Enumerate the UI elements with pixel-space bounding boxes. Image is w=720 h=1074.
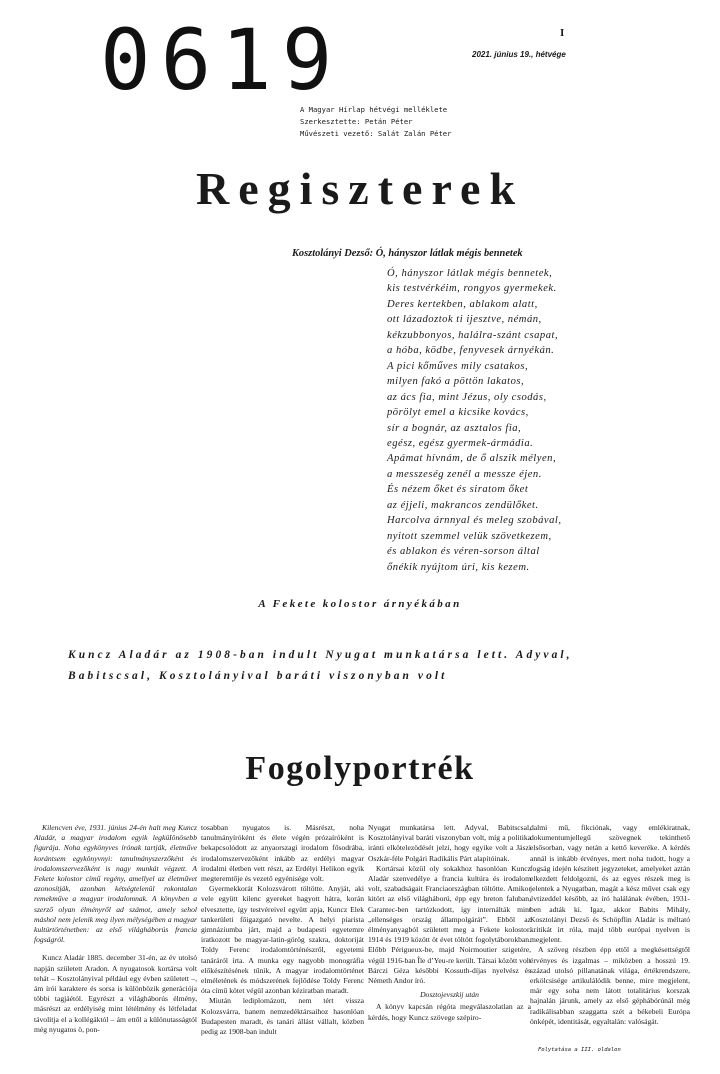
poem-line: nyitott szemmel velük szövetkezem, (387, 530, 552, 542)
poem-heading: Kosztolányi Dezső: Ó, hányszor látlak mégis bennetek (292, 248, 523, 259)
lead-line: Babitscsal, Kosztolányival baráti viszonyban volt (68, 670, 448, 682)
credits-line: A Magyar Hírlap hétvégi melléklete (300, 105, 448, 114)
page-number: I (560, 27, 565, 39)
poem-line: milyen fakó a pöttön lakatos, (387, 376, 525, 388)
poem-line: a hóba, ködbe, fenyvesek árnyékán. (387, 345, 555, 357)
article-column (368, 823, 531, 1023)
main-title: Regiszterek (195, 163, 525, 214)
article-paragraph: tosabban nyugatos is. Másrészt, noha tanulmányíróként és élete végén prózaíróként is bekapcsolódott az anyaorszagi irodalom fősodrába, irodalomszervezőként inkább az erdélyi magyar irodalmi életben vett részt, az Erdélyi Helikon egyik megteremtője és vezető egyénisége volt. (201, 823, 364, 884)
article-title: Fogolyportrék (245, 750, 475, 787)
credits-line: Szerkesztette: Petán Péter (300, 117, 413, 126)
poem-line: ott lázadoztok ti ijesztve, némán, (387, 314, 542, 326)
credits-block (300, 104, 451, 140)
poem-line: sír a bognár, az asztalos fia, (387, 422, 522, 434)
poem-line: Apámat hívnám, de ő alszik mélyen, (387, 453, 557, 465)
poem-line: a messzeség zenél a messze éjen. (387, 468, 542, 480)
article-intro: Kilencven éve, 1931. június 24-én halt meg Kuncz Aladár, a magyar irodalom egyik legküIönösebb figurája. Noha egykönyves írónak tartják, életműve korántsem egykönyvnyi: tanulmányszerzőként és irodalomszervezőként is nagy munkát végzett. A Fekete kolostor című regény, amellyel az életművet azonosítják, azonban kétségtelenül rokontalan remekműve a magyar irodalomnak. A könyvben a szerző olyan élményről ad számot, amely sehol máshol nem jelenik meg ilyen mélységében a magyar kultúrtörténetben: az első világháborús francia fogságról. (34, 823, 197, 945)
poem-line: Ó, hányszor látlak mégis bennetek, (387, 268, 553, 279)
article-lead (68, 645, 608, 687)
lead-line: Kuncz Aladár az 1908-ban indult Nyugat munkatársa lett. Adyval, (68, 649, 573, 661)
poem-line: És nézem őket és siratom őket (387, 484, 529, 496)
article-column (201, 823, 364, 1037)
continued-note: Folytatása a III. oldalon (538, 1047, 621, 1053)
issue-number: 0619 (100, 11, 343, 109)
article-paragraph: A szöveg részben épp ettől a megkésettségtől érvényes és izgalmas – miközben a hosszú 19. század utolsó pillanatának világa, értékrendszere, erkölcsisége artikulálódik benne, mire megjelent, már egy soha nem látott totalitárius korszak hajnalán járunk, amely az első géphábórúnál még radikálisabban szaggatta szét a békebeli Európa önképét, identitását, egyaltalán: valóságát. (530, 945, 690, 1026)
article-paragraph: Miután lediplomázott, nem tért vissza Kolozsvárra, hanem nemzedéktársaihoz hasonlóan Budapesten maradt, és tanári állást vállalt, közben pedig az 1908-ban indult (201, 996, 364, 1037)
poem-line: egész, egész gyermek-ármádia. (387, 437, 534, 449)
article-paragraph: Gyermekkorát Kolozsvárott töltötte. Anyját, aki vele együtt kilenc gyereket hagyott hátra, korán elvesztette, így testvéreivel együtt apja, Kuncz Elek tankerületi főigazgató nevelte. A helyi piarista gimnáziumba járt, majd a budapesti egyetemre iratkozott be magyar-latin-görög szakra, doktoriját Toldy Ferenc irodalomtörténészről, egyetemi tanáráról írta. A munka egy nagyobb monográfia előkészítésének tűnik, A magyar irodalomtörténet elméletének és módszerének fejlődése Toldy Ferenc óta című kötet végül azonban kéziratban maradt. (201, 884, 364, 996)
article-paragraph: Nyugat munkatársa lett. Adyval, Babitscsal, Kosztolányival baráti viszonyban volt, míg a politika iránti elkötelezödését jelzi, hogy egyike volt a Jászi Oszkár-féle Polgári Radikális Párt alapítóinak. (368, 823, 531, 863)
article-column (530, 823, 690, 1027)
poem-line: az éjjeli, makrancos zendülőket. (387, 499, 539, 511)
poem-line: Harcolva árnnyal és meleg szobával, (387, 515, 562, 527)
poem-line: pörölyt emel a kicsike kovács, (387, 407, 529, 419)
section-subtitle: A Fekete kolostor árnyékában (258, 598, 462, 610)
article-column (34, 823, 197, 1035)
article-subheading: Dosztojevszkij után (420, 990, 479, 1000)
poem-line: kékzubbonyos, halálra-szánt csapat, (387, 329, 559, 341)
poem-line: kis testvérkéim, rongyos gyermekek. (387, 283, 557, 295)
credits-line: Művészeti vezető: Salát Zalán Péter (300, 129, 452, 138)
poem-line: A pici kőműves mily csatakos, (387, 360, 529, 372)
poem-line: őnékik nyújtom úri, kis kezem. (387, 561, 530, 573)
issue-date: 2021. június 19., hétvége (472, 50, 566, 59)
article-paragraph: dalmi mű, fikciónak, vagy emlékiratnak, dokumentumjellegű szövegnek tekinthető elsősorban, vagy netán a kettő keveréke. A kérdés annál is inkább érvényes, mert noha tudott, hogy a fogság idején készített jegyzeteket, amelyeket aztán elkezdett feldolgozni, és az egyes részek meg is jelentek a Nyugatban, magát a kész művet csak egy évtizeddel később, az író halálának évében, 1931-ben adták ki. Igaz, akkor Babits Mihály, Kosztolányi Dezső és Schöpflin Aladár is méltató kritikát írt róla, majd több európai nyelven is megjelent. (530, 823, 690, 945)
article-paragraph: Kuncz Aladár 1885. december 31-én, az év utolsó napján született Aradon. A nyugatosok kortársa volt tehát – Kosztolányival például egy évben született –, ám írói karaktere és sorsa is különbözik generációja többi tagjáétól. Egyrészt a világháborús élmény, másrészt az erdélyiség mint létélmény és létfeladat távolítja el a kollégáktól – ám ettől a különutasságtól még nyugatos ö, pon- (34, 953, 197, 1034)
poem-line: Deres kertekben, ablakom alatt, (387, 298, 538, 310)
poem-line: az ács fia, mint Jézus, oly csodás, (387, 391, 547, 403)
article-paragraph: Kortársai közül oly sokakhoz hasonlóan Kuncz Aladár szenvedélye a francia kultúra és irodalom volt, szabadságait Franciaországban töltötte. Amikor kitört az első világháború, épp egy breton faluban, Carantec-ben tartózkodott, így internálták mint „ellenséges ország állampolgárát”. Ebből az élményanyagból született meg a Fekete kolostor. 1914 és 1919 között öt évet töltött fogolytáborokban. Előbb Périgueux-be, majd Noirmoutier szigetére, végül 1916-ban Île d’Yeu-re került. Társai között volt Bárczi Géza későbbi Kossuth-díjas nyelvész és Németh Andor író. (368, 863, 531, 986)
poem-body (387, 266, 562, 575)
article-paragraph: A könyv kapcsán régóta megválaszolatlan az a kérdés, hogy Kuncz szövege szépiro- (368, 1002, 531, 1022)
poem-line: és ablakon és véren-sorson által (387, 546, 540, 558)
